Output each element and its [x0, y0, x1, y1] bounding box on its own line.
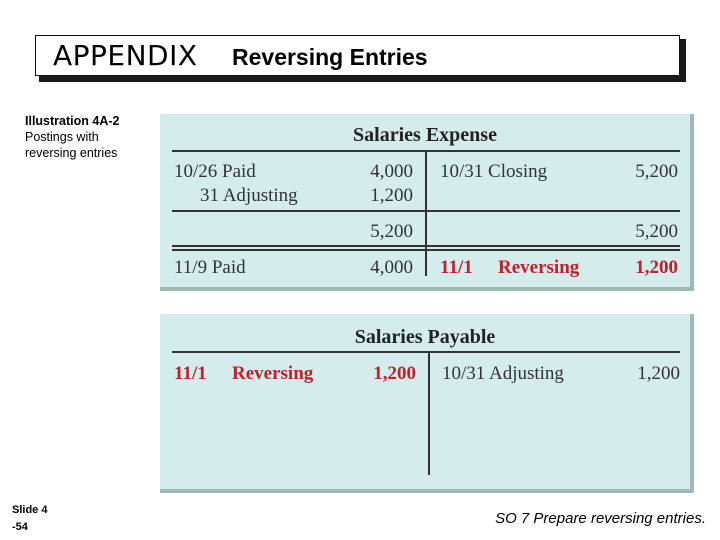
- slide-number: [12, 502, 47, 536]
- page-title: Reversing Entries: [232, 44, 428, 70]
- account-title: Salaries Expense: [353, 124, 497, 146]
- total-amount: 5,200: [635, 221, 678, 242]
- salaries-expense-account: [160, 114, 694, 291]
- caption-title: Illustration 4A-2: [25, 114, 120, 128]
- entry-amount: 1,200: [637, 363, 680, 384]
- entry-label: 11/9 Paid: [174, 257, 246, 278]
- reversing-label: Reversing: [232, 363, 314, 384]
- account-title: Salaries Payable: [354, 326, 496, 348]
- entry-label: 10/31 Closing: [440, 161, 548, 182]
- illustration-caption: [25, 113, 145, 161]
- total-amount: 5,200: [370, 221, 413, 242]
- entry-amount: 1,200: [370, 185, 413, 206]
- double-rule-lower: [172, 249, 680, 251]
- reversing-date: 11/1: [440, 257, 473, 278]
- title-banner: [35, 35, 680, 76]
- entry-label: 10/31 Adjusting: [442, 363, 564, 384]
- slide-number-line2: -54: [12, 521, 28, 533]
- entry-label: 31 Adjusting: [200, 185, 298, 206]
- reversing-date: 11/1: [174, 363, 207, 384]
- slide-number-line1: Slide 4: [12, 504, 48, 516]
- t-account-top-line: [172, 351, 680, 353]
- title-prefix: APPENDIX: [53, 39, 198, 72]
- double-rule-upper: [172, 245, 680, 247]
- entry-label: 10/26 Paid: [174, 161, 256, 182]
- entry-amount: 4,000: [370, 161, 413, 182]
- reversing-amount: 1,200: [373, 363, 416, 384]
- salaries-payable-account: [160, 314, 694, 493]
- subtotal-line: [172, 210, 680, 212]
- caption-text: Postings with reversing entries: [25, 130, 118, 160]
- entry-amount: 4,000: [370, 257, 413, 278]
- entry-amount: 5,200: [635, 161, 678, 182]
- t-account-divider: [425, 150, 427, 276]
- reversing-amount: 1,200: [635, 257, 678, 278]
- study-objective: SO 7 Prepare reversing entries.: [495, 510, 706, 527]
- t-account-divider: [428, 351, 430, 475]
- reversing-label: Reversing: [498, 257, 580, 278]
